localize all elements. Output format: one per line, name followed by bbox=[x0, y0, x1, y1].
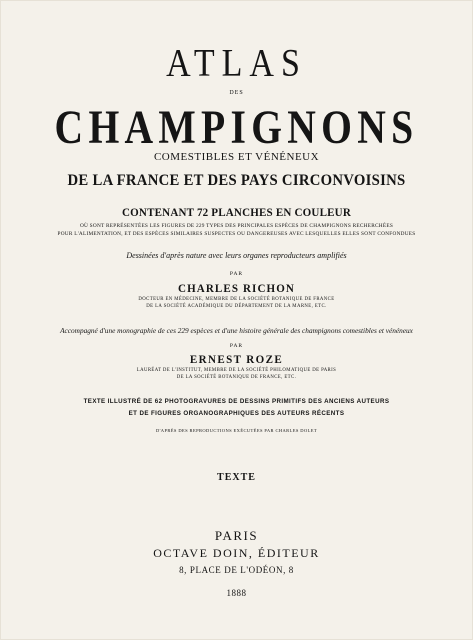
par-label-1: PAR bbox=[229, 271, 244, 277]
title-champignons: CHAMPIGNONS bbox=[54, 101, 419, 154]
subtitle-france: DE LA FRANCE ET DES PAYS CIRCONVOISINS bbox=[67, 172, 406, 189]
illustrated-line-2: ET DE FIGURES ORGANOGRAPHIQUES DES AUTEURS RÉCENTS bbox=[128, 410, 345, 417]
title-des: DES bbox=[229, 90, 244, 96]
illustrated-line-1: TEXTE ILLUSTRÉ DE 62 PHOTOGRAVURES DE DESSINS PRIMITIFS DES ANCIENS AUTEURS bbox=[83, 398, 390, 405]
author-roze-credit-2: DE LA SOCIÉTÉ BOTANIQUE DE FRANCE, ETC. bbox=[176, 375, 297, 380]
subtitle-comestibles: COMESTIBLES ET VÉNÉNEUX bbox=[153, 151, 320, 163]
imprint-year: 1888 bbox=[226, 588, 247, 598]
imprint-city: PARIS bbox=[214, 528, 259, 543]
imprint-publisher: OCTAVE DOIN, ÉDITEUR bbox=[153, 546, 320, 560]
imprint-address: 8, PLACE DE L'ODÉON, 8 bbox=[179, 565, 294, 575]
dessinees-line: Dessinées d'après nature avec leurs organes reproducteurs amplifiés bbox=[126, 251, 347, 260]
author-roze: ERNEST ROZE bbox=[189, 352, 284, 366]
title-atlas: ATLAS bbox=[166, 42, 307, 85]
subtitle-contenant: CONTENANT 72 PLANCHES EN COULEUR bbox=[122, 205, 351, 219]
volume-label: TEXTE bbox=[217, 472, 256, 483]
author-richon-credit-1: DOCTEUR EN MÉDECINE, MEMBRE DE LA SOCIÉTÉ BOTANIQUE DE FRANCE bbox=[138, 297, 335, 302]
author-roze-credit-1: LAURÉAT DE L'INSTITUT, MEMBRE DE LA SOCIÉTÉ PHILOMATIQUE DE PARIS bbox=[136, 368, 337, 373]
par-label-2: PAR bbox=[229, 343, 244, 349]
author-richon: CHARLES RICHON bbox=[178, 281, 295, 295]
description-line-2: POUR L'ALIMENTATION, ET DES ESPÈCES SIMILAIRES SUSPECTES OU DANGEREUSES AVEC LESQUELLES ELLES SONT CONFONDUES bbox=[57, 231, 416, 237]
reproductions-line: D'APRÈS DES REPRODUCTIONS EXÉCUTÉES PAR CHARLES DOLET bbox=[155, 428, 318, 433]
description-line-1: OÙ SONT REPRÉSENTÉES LES FIGURES DE 229 TYPES DES PRINCIPALES ESPÈCES DE CHAMPIGNONS RECHERCHÉES bbox=[79, 223, 394, 229]
monographie-line: Accompagné d'une monographie de ces 229 espèces et d'une histoire générale des champignons comestibles et vénéneux bbox=[60, 326, 413, 335]
author-richon-credit-2: DE LA SOCIÉTÉ ACADÉMIQUE DU DÉPARTEMENT DE LA MARNE, ETC. bbox=[146, 304, 327, 309]
